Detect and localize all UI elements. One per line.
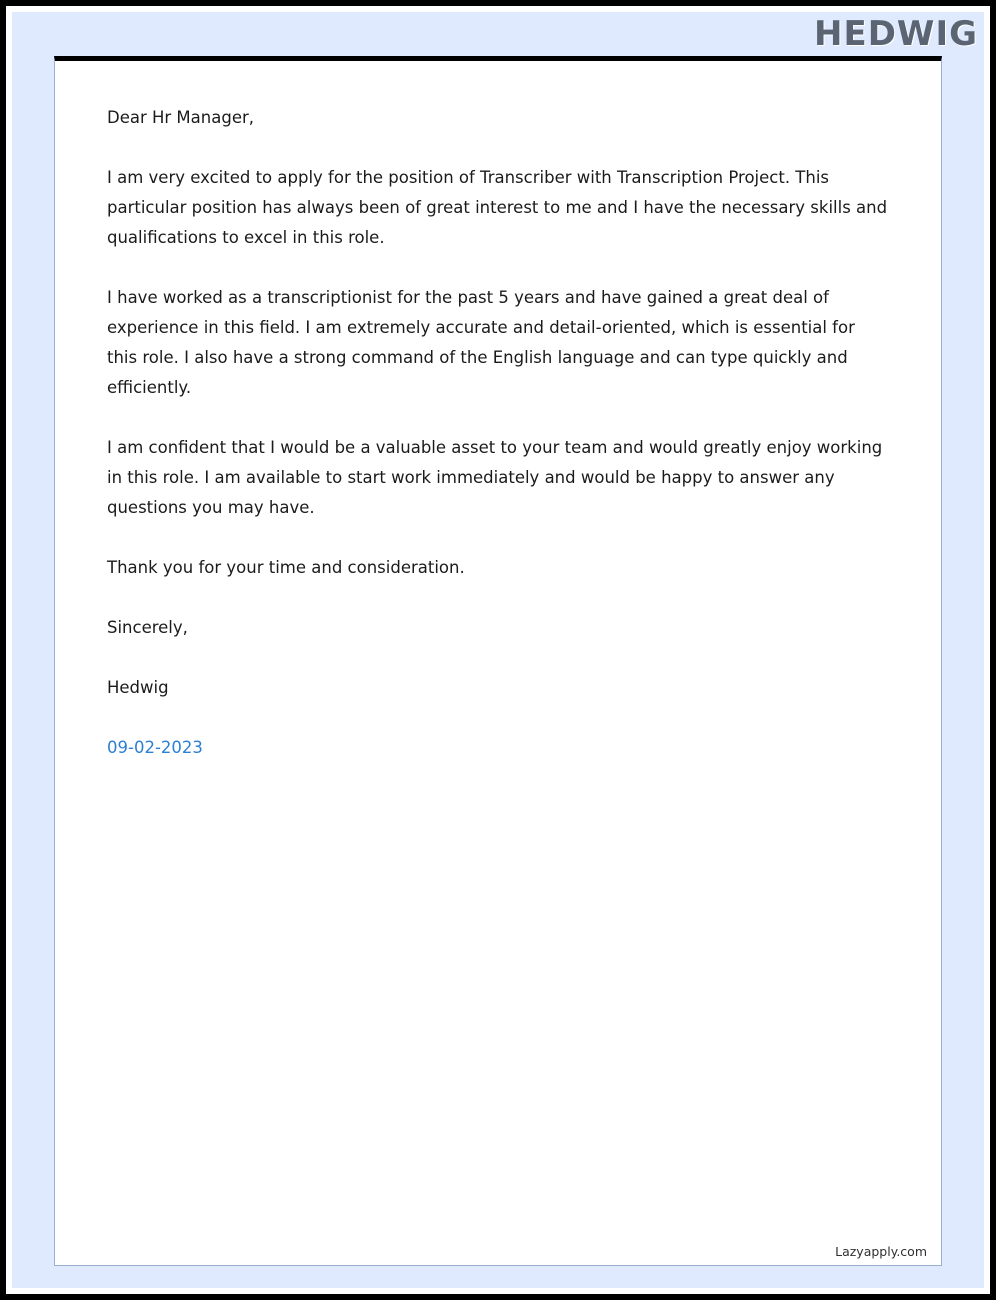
letter-sheet bbox=[54, 56, 942, 1266]
page-background bbox=[12, 12, 984, 1288]
letter-date: 09-02-2023 bbox=[107, 738, 203, 757]
paragraph-1: I am very excited to apply for the position of Transcriber with Transcription Project. This particular position has always been of great interest to me and I have the necessary skills and qualifications to excel in this role. bbox=[107, 168, 888, 247]
closing: Sincerely, bbox=[107, 618, 188, 637]
footer-watermark: Lazyapply.com bbox=[835, 1244, 927, 1259]
paragraph-2: I have worked as a transcriptionist for the past 5 years and have gained a great deal of experience in this field. I am extremely accurate and detail-oriented, which is essential for this role. I also have a strong command of the English language and can type quickly and efficiently. bbox=[107, 288, 855, 397]
letter-body bbox=[55, 61, 941, 763]
signature: Hedwig bbox=[107, 678, 169, 697]
brand-title: HEDWIG bbox=[814, 14, 978, 54]
paragraph-4: Thank you for your time and consideration. bbox=[107, 558, 465, 577]
salutation: Dear Hr Manager, bbox=[107, 108, 255, 127]
letterhead bbox=[12, 12, 984, 56]
paragraph-3: I am confident that I would be a valuable asset to your team and would greatly enjoy working in this role. I am available to start work immediately and would be happy to answer any questions you may have. bbox=[107, 438, 883, 517]
